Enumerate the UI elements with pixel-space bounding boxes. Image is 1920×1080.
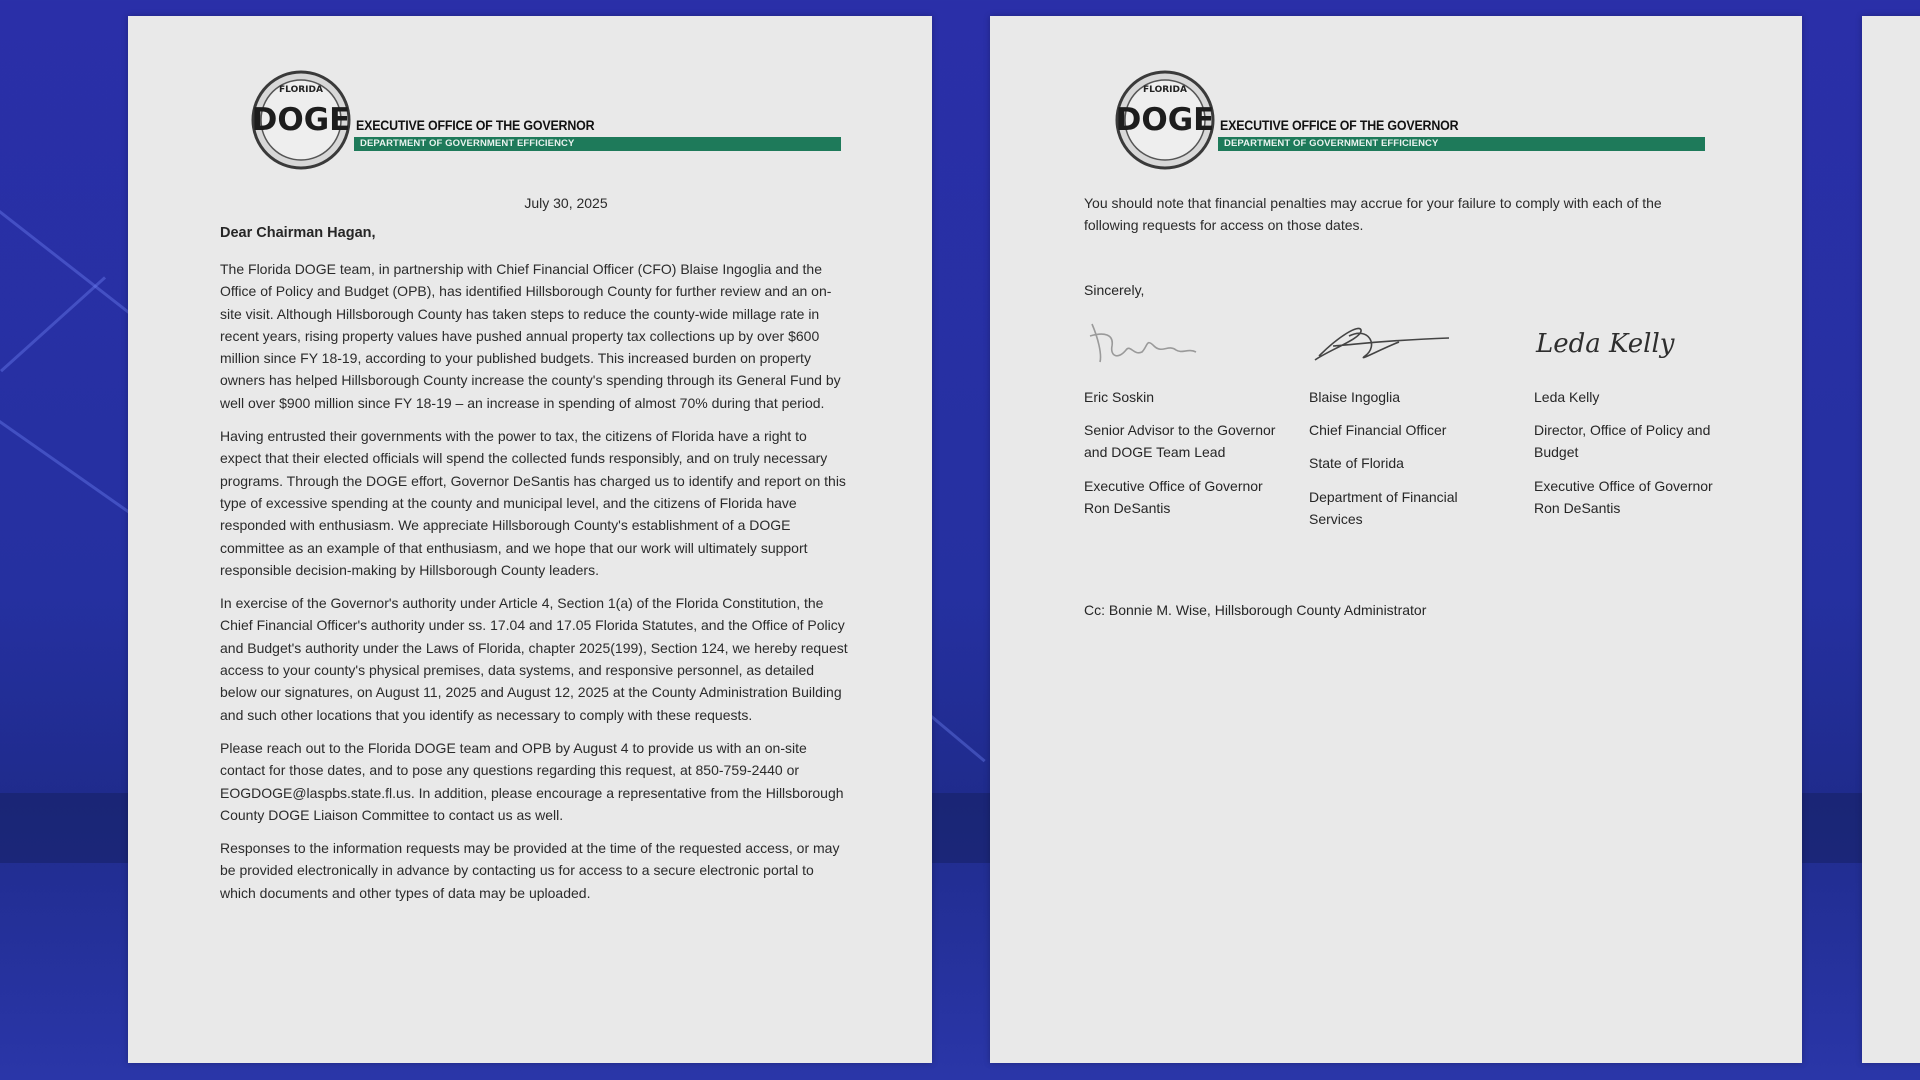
signatory-name: Eric Soskin: [1084, 389, 1155, 405]
letter-page-1: [128, 16, 932, 1063]
signatory-office: Executive Office of Governor Ron DeSantis: [1084, 477, 1263, 516]
letterhead-title: EXECUTIVE OFFICE OF THE GOVERNOR: [1220, 118, 1459, 133]
signatory-title: Director, Office of Policy and Budget: [1534, 422, 1711, 461]
paragraph: Having entrusted their governments with the power to tax, the citizens of Florida have a right to expect that their elected officials will spend the collected funds responsibly, and on truly necessary programs. Through the DOGE effort, Governor DeSantis has charged us to identify and report on this type of excessive spending at the county and municipal level, and the citizens of Florida have responded with enthusiasm. We appreciate Hillsborough County's establishment of a DOGE committee as an example of that enthusiasm, and we hope that our work will ultimately support responsible decision-making by Hillsborough County leaders.: [220, 428, 846, 578]
signatory-office: Department of Financial Services: [1309, 488, 1458, 527]
letterhead: [1115, 70, 1705, 190]
background-line: [0, 420, 147, 526]
paragraph: Please reach out to the Florida DOGE team and OPB by August 4 to provide us with an on-site contact for those dates, and to pose any questions regarding this request, at 850-759-2440 or EOGDOGE@laspbs.state.fl.us. In addition, please encourage a representative from the Hillsborough County DOGE Liaison Committee to contact us as well.: [220, 739, 844, 823]
carbon-copy-line: Cc: Bonnie M. Wise, Hillsborough County Administrator: [1084, 602, 1427, 618]
letterhead-subtitle-bar: DEPARTMENT OF GOVERNMENT EFFICIENCY: [1218, 137, 1705, 151]
signatory-soskin: [1084, 316, 1284, 519]
svg-text:DOGE: DOGE: [251, 102, 351, 138]
letter-page-3-partial: [1862, 16, 1920, 1063]
doge-seal-logo: [1115, 70, 1215, 170]
svg-text:FLORIDA: FLORIDA: [1143, 85, 1187, 95]
svg-text:Leda Kelly: Leda Kelly: [1536, 329, 1675, 359]
signatory-state: State of Florida: [1309, 455, 1404, 472]
signatory-name: Leda Kelly: [1534, 389, 1600, 405]
background-line: [930, 715, 986, 762]
svg-text:DOGE: DOGE: [1115, 102, 1215, 138]
paragraph: In exercise of the Governor's authority under Article 4, Section 1(a) of the Florida Constitution, the Chief Financial Officer's authority under ss. 17.04 and 17.05 Florida Statutes, and the Office of Policy and Budget's authority under the Laws of Florida, chapter 2025(199), Section 124, we hereby request access to your county's physical premises, data systems, and responsive personnel, as detailed below our signatures, on August 11, 2025 and August 12, 2025 at the County Administration Building and such other locations that you identify as necessary to comply with these requests.: [220, 595, 848, 723]
signatory-title: Senior Advisor to the Governor and DOGE Team Lead: [1084, 422, 1276, 461]
signatory-kelly: [1534, 316, 1734, 519]
background-line: [0, 276, 106, 372]
letterhead-subtitle-bar: DEPARTMENT OF GOVERNMENT EFFICIENCY: [354, 137, 841, 151]
svg-text:FLORIDA: FLORIDA: [279, 85, 323, 95]
signature-kelly: [1534, 316, 1734, 376]
penalty-notice: You should note that financial penalties may accrue for your failure to comply with each of the following requests for access on those dates.: [1084, 195, 1662, 234]
signatory-title: Chief Financial Officer: [1309, 422, 1447, 438]
letter-date: July 30, 2025: [524, 195, 608, 211]
paragraph: Responses to the information requests may be provided at the time of the requested access, or may be provided electronically in advance by contacting us for access to a secure electronic portal to which documents and other types of data may be uploaded.: [220, 840, 840, 901]
signature-ingoglia: [1309, 316, 1509, 376]
salutation: Dear Chairman Hagan,: [220, 225, 376, 241]
letterhead: [251, 70, 841, 190]
letterhead-title: EXECUTIVE OFFICE OF THE GOVERNOR: [356, 118, 595, 133]
signatory-ingoglia: [1309, 316, 1509, 530]
signature-soskin: [1084, 316, 1284, 376]
signatory-name: Blaise Ingoglia: [1309, 389, 1401, 405]
letter-page-2: [990, 16, 1802, 1063]
signatory-office: Executive Office of Governor Ron DeSantis: [1534, 477, 1713, 516]
doge-seal-logo: [251, 70, 351, 170]
paragraph: The Florida DOGE team, in partnership with Chief Financial Officer (CFO) Blaise Ingoglia and the Office of Policy and Budget (OPB), has identified Hillsborough County for further review and an on-site visit. Although Hillsborough County has taken steps to reduce the county-wide millage rate in recent years, rising property values have pushed annual property tax collections up by over $600 million since FY 18-19, according to your published budgets. This increased burden on property owners has helped Hillsborough County increase the county's spending through its General Fund by well over $900 million since FY 18-19 – an increase in spending of almost 70% during that period.: [220, 261, 841, 411]
closing: Sincerely,: [1084, 282, 1145, 298]
letter-body: [220, 258, 848, 915]
